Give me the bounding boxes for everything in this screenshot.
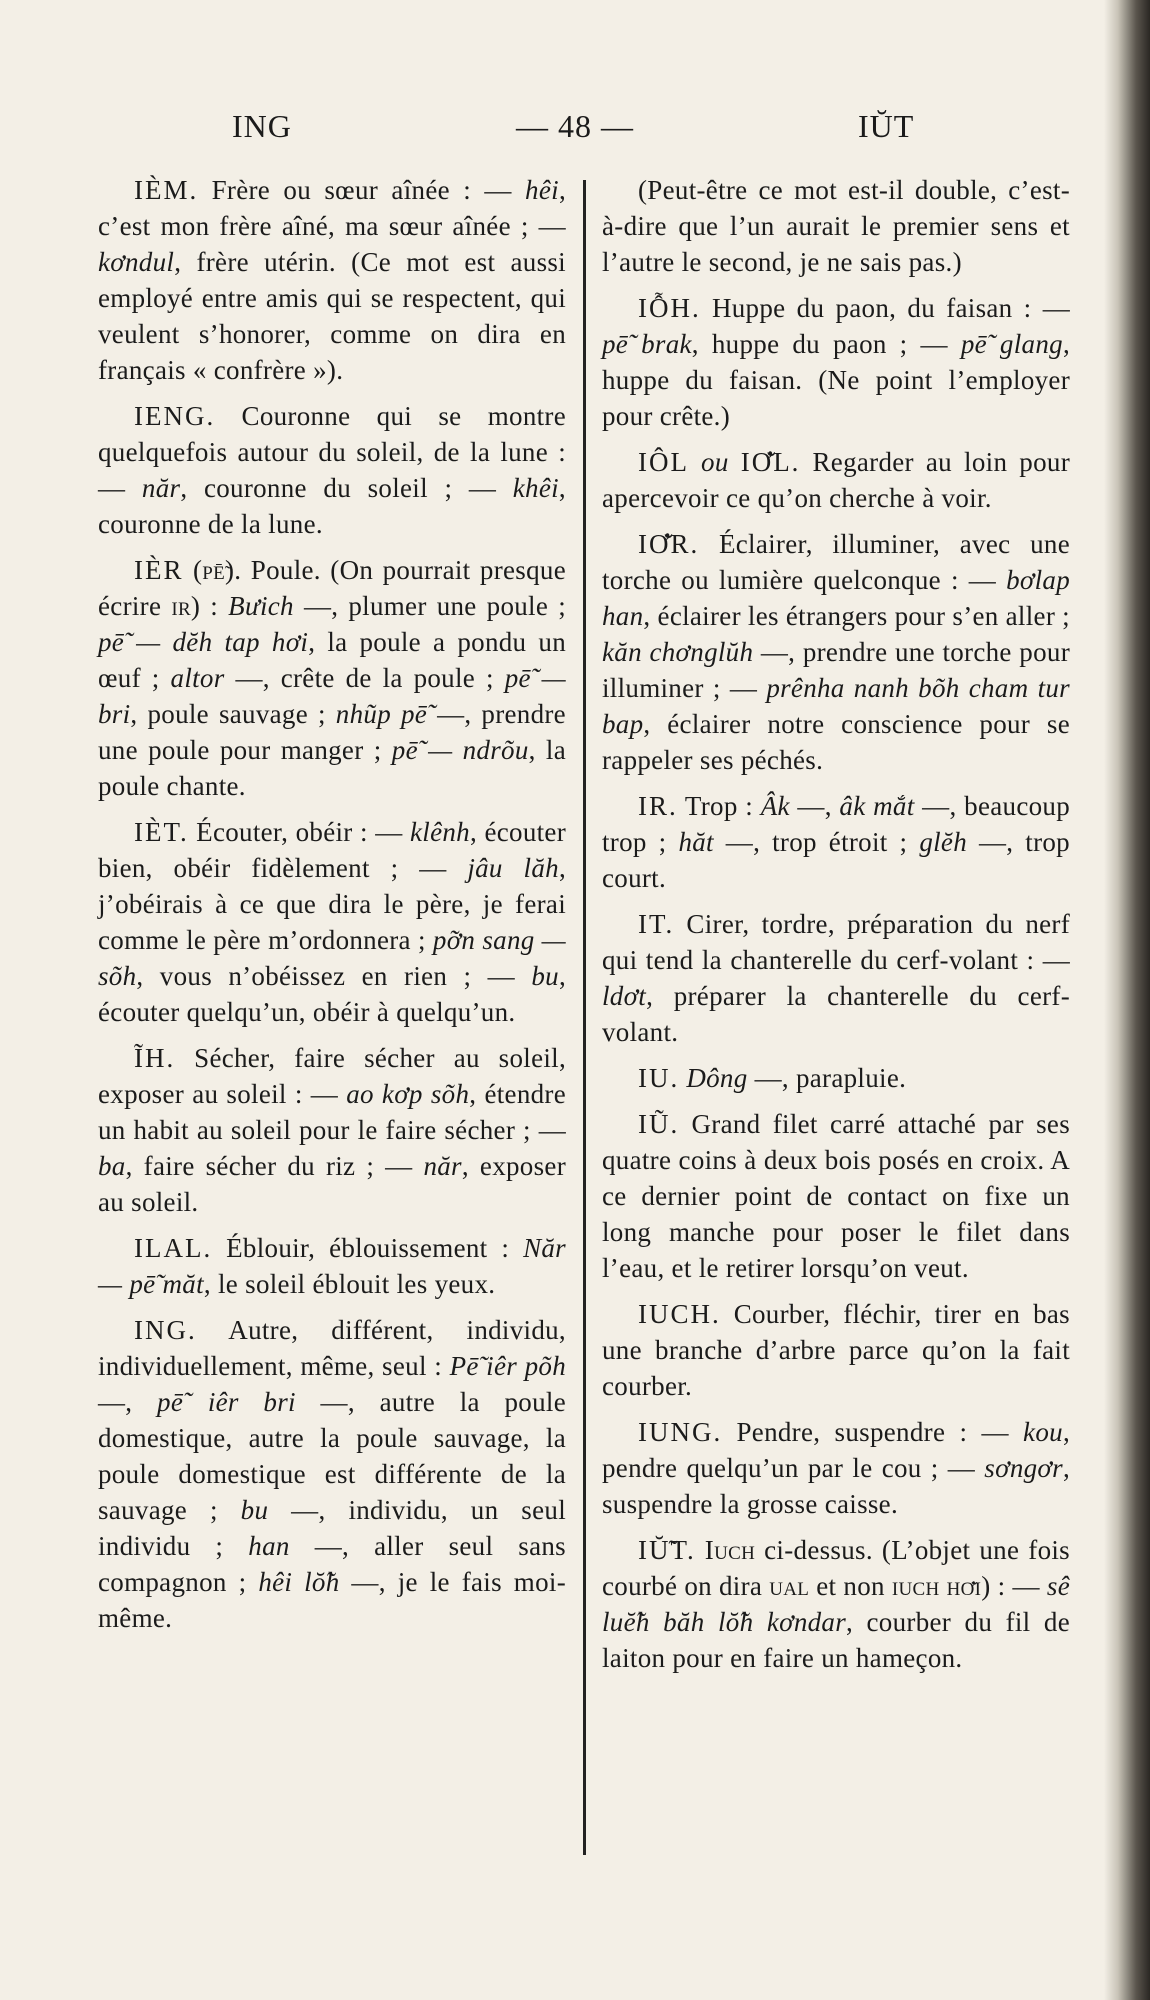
- vernacular-example: pỡn sang — sõh: [98, 925, 566, 991]
- vernacular-example: bu: [240, 1495, 269, 1525]
- definition-text: , éclairer les étrangers pour s’en aller ;: [643, 601, 1070, 631]
- small-caps-term: ir: [171, 591, 191, 621]
- vernacular-example: ao kơp sõh: [346, 1079, 470, 1109]
- definition-text: ). Poule. (On pourrait presque écrire: [98, 555, 566, 621]
- dictionary-entry: [602, 444, 1070, 516]
- headword: IU.: [638, 1063, 680, 1093]
- dictionary-entry: [98, 1312, 566, 1636]
- definition-text: —, prendre une torche pour illuminer ; —: [602, 637, 1070, 703]
- dictionary-entry: [98, 398, 566, 542]
- definition-text: Cirer, tordre, préparation du nerf qui tend la chanterelle du cerf-volant : —: [602, 909, 1070, 975]
- vernacular-example: glĕh: [919, 827, 967, 857]
- dictionary-entry: [98, 172, 566, 388]
- definition-text: , pendre quelqu’un par le cou ; —: [602, 1417, 1070, 1483]
- vernacular-example: klênh: [409, 817, 470, 847]
- running-header: [0, 108, 1150, 152]
- definition-text: [696, 1535, 705, 1565]
- vernacular-example: pē̃ iêr bri: [157, 1387, 296, 1417]
- vernacular-example: pē̃ glang: [960, 329, 1063, 359]
- headword: ILAL.: [134, 1233, 213, 1263]
- definition-text: ci-dessus. (L’objet une fois courbé on dira: [602, 1535, 1070, 1601]
- dictionary-entry: [602, 1532, 1070, 1676]
- definition-text: , courber du fil de laiton pour en faire un hameçon.: [602, 1607, 1070, 1673]
- vernacular-example: Âk: [760, 791, 790, 821]
- vernacular-example: Bưich: [228, 591, 294, 621]
- headword: IR.: [638, 791, 678, 821]
- definition-text: Sécher, faire sécher au soleil, exposer au soleil : —: [98, 1043, 566, 1109]
- small-caps-term: ual: [769, 1571, 810, 1601]
- definition-text: —, individu, un seul individu ;: [98, 1495, 566, 1561]
- definition-text: , étendre un habit au soleil pour le faire sécher ; —: [98, 1079, 566, 1145]
- definition-text: , exposer au soleil.: [98, 1151, 566, 1217]
- vernacular-example: nhũp pē̃: [335, 699, 428, 729]
- small-caps-term: Iuch: [704, 1535, 756, 1565]
- vernacular-example: hăt: [678, 827, 714, 857]
- definition-text: , couronne de la lune.: [98, 473, 566, 539]
- definition-text: —, trop étroit ;: [713, 827, 920, 857]
- headword: IƠ̆L.: [740, 447, 801, 477]
- definition-text: —, aller seul sans compagnon ;: [98, 1531, 566, 1597]
- definition-text: Écouter, obéir : —: [188, 817, 410, 847]
- vernacular-example: khêi: [512, 473, 559, 503]
- vernacular-example: han: [248, 1531, 290, 1561]
- definition-text: , j’obéirais à ce que dira le père, je ferai comme le père m’ordonnera ;: [98, 853, 567, 955]
- definition-text: et non: [809, 1571, 892, 1601]
- dictionary-entry: [602, 1296, 1070, 1404]
- headword: IÈM.: [134, 175, 199, 205]
- definition-text: , faire sécher du riz ; —: [125, 1151, 424, 1181]
- definition-text: Éblouir, éblouissement :: [212, 1233, 524, 1263]
- definition-text: —, trop court.: [602, 827, 1070, 893]
- small-caps-term: iuch hơ̆i: [891, 1571, 982, 1601]
- definition-text: Grand filet carré attaché par ses quatre coins à deux bois posés en croix. A ce dernier point de contact on fixe un long manche pour poser le filet dans l’eau, et le retirer lorsqu’on veut.: [602, 1109, 1070, 1283]
- vernacular-example: năr: [423, 1151, 462, 1181]
- definition-text: —,: [98, 1387, 158, 1417]
- headword: IUNG.: [638, 1417, 723, 1447]
- definition-text: —, je le fais moi-même.: [98, 1567, 566, 1633]
- vernacular-example: kơndul: [98, 247, 175, 277]
- dictionary-entry: [602, 290, 1070, 434]
- definition-text: , c’est mon frère aîné, ma sœur aînée ; —: [98, 175, 566, 241]
- definition-text: Pendre, suspendre : —: [722, 1417, 1024, 1447]
- vernacular-example: pē̃ — dĕh tap hơi: [98, 627, 309, 657]
- vernacular-example: kou: [1023, 1417, 1063, 1447]
- definition-text: Frère ou sœur aînée : —: [198, 175, 526, 205]
- definition-text: —, plumer une poule ;: [293, 591, 566, 621]
- definition-text: , la poule chante.: [98, 735, 567, 801]
- vernacular-example: ba: [98, 1151, 126, 1181]
- headword: IŨ.: [638, 1109, 680, 1139]
- headword: IÈR: [134, 555, 184, 585]
- vernacular-example: Pē̃ iêr põh: [449, 1351, 566, 1381]
- definition-text: , préparer la chanterelle du cerf-volant.: [602, 981, 1070, 1047]
- definition-text: , écouter quelqu’un, obéir à quelqu’un.: [98, 961, 566, 1027]
- page-number: — 48 —: [516, 108, 634, 144]
- definition-text: , couronne du soleil ; —: [180, 473, 513, 503]
- headword: IƠ̆R.: [638, 529, 700, 559]
- headword: IÈT.: [134, 817, 189, 847]
- vernacular-example: ou: [688, 447, 741, 477]
- vernacular-example: hêi lŏ̃h: [258, 1567, 340, 1597]
- vernacular-example: pē̃ brak: [602, 329, 692, 359]
- definition-text: Éclairer, illuminer, avec une torche ou lumière quelconque : —: [602, 529, 1070, 595]
- definition-text: —, parapluie.: [747, 1063, 907, 1093]
- dictionary-entry: [602, 526, 1070, 778]
- vernacular-example: âk mắt: [839, 791, 915, 821]
- vernacular-example: Dông: [686, 1063, 748, 1093]
- vernacular-example: sê luĕ̃h băh lŏ̃h kơndar: [602, 1571, 1070, 1637]
- dictionary-entry: [602, 1414, 1070, 1522]
- dictionary-entry: [602, 172, 1070, 280]
- vernacular-example: ldơt: [602, 981, 647, 1011]
- dictionary-entry: [602, 1106, 1070, 1286]
- headword: IT.: [638, 909, 675, 939]
- right-column: [602, 172, 1070, 1686]
- headword: ĨH.: [134, 1043, 176, 1073]
- vernacular-example: kăn chơnglŭh: [602, 637, 754, 667]
- dictionary-entry: [602, 788, 1070, 896]
- small-caps-term: pē̃: [202, 555, 226, 585]
- definition-text: Couronne qui se montre quelquefois autour du soleil, de la lune : —: [98, 401, 566, 503]
- definition-text: , huppe du paon ; —: [691, 329, 961, 359]
- definition-text: , huppe du faisan. (Ne point l’employer pour crête.): [602, 329, 1070, 431]
- dictionary-entry: [98, 1040, 566, 1220]
- vernacular-example: pē̃ — ndrõu: [391, 735, 529, 765]
- dictionary-entry: [602, 1060, 1070, 1096]
- definition-text: , écouter bien, obéir fidèlement ; —: [98, 817, 566, 883]
- headword: IÔL: [638, 447, 689, 477]
- headword: IENG.: [134, 401, 216, 431]
- vernacular-example: jâu lăh: [467, 853, 559, 883]
- definition-text: Huppe du paon, du faisan : —: [700, 293, 1070, 323]
- definition-text: (: [183, 555, 203, 585]
- definition-text: —, crête de la poule ;: [224, 663, 505, 693]
- dictionary-entry: [602, 906, 1070, 1050]
- definition-text: Trop :: [677, 791, 761, 821]
- definition-text: , frère utérin. (Ce mot est aussi employé entre amis qui se respectent, qui veulent s’honorer, comme on dira en français « confrère »).: [98, 247, 566, 385]
- vernacular-example: hêi: [525, 175, 559, 205]
- headword: IỖH.: [638, 293, 701, 323]
- definition-text: —, prendre une poule pour manger ;: [98, 699, 566, 765]
- vernacular-example: sơngơr: [984, 1453, 1063, 1483]
- header-right-guideword: IŬT: [858, 108, 915, 144]
- definition-text: (Peut-être ce mot est-il double, c’est-à-dire que l’un aurait le premier sens et l’autre le second, je ne sais pas.): [602, 175, 1070, 277]
- vernacular-example: bu: [531, 961, 559, 991]
- definition-text: , éclairer notre conscience pour se rappeler ses péchés.: [602, 709, 1070, 775]
- page-edge-shadow: [1104, 0, 1150, 2000]
- definition-text: , poule sauvage ;: [130, 699, 336, 729]
- definition-text: Regarder au loin pour apercevoir ce qu’on cherche à voir.: [602, 447, 1070, 513]
- left-column: [98, 172, 566, 1646]
- definition-text: , la poule a pondu un œuf ;: [98, 627, 566, 693]
- dictionary-entry: [98, 1230, 566, 1302]
- headword: IUCH.: [638, 1299, 721, 1329]
- vernacular-example: pē̃ — bri: [98, 663, 566, 729]
- definition-text: , suspendre la grosse caisse.: [602, 1453, 1070, 1519]
- headword: ING.: [134, 1315, 197, 1345]
- headword: IŬ̃T.: [638, 1535, 696, 1565]
- vernacular-example: năr: [141, 473, 181, 503]
- vernacular-example: Năr — pē̃ măt: [98, 1233, 566, 1299]
- definition-text: , vous n’obéissez en rien ; —: [136, 961, 532, 991]
- definition-text: ) : —: [981, 1571, 1047, 1601]
- definition-text: ) :: [190, 591, 229, 621]
- dictionary-entry: [98, 552, 566, 804]
- definition-text: Autre, différent, individu, individuellement, même, seul :: [98, 1315, 566, 1381]
- definition-text: —, beaucoup trop ;: [602, 791, 1070, 857]
- column-divider: [583, 180, 586, 1855]
- definition-text: , le soleil éblouit les yeux.: [203, 1269, 496, 1299]
- vernacular-example: altor: [170, 663, 225, 693]
- header-left-guideword: ING: [232, 108, 292, 144]
- definition-text: —, autre la poule domestique, autre la poule sauvage, la poule domestique est différente de la sauvage ;: [98, 1387, 566, 1525]
- dictionary-entry: [98, 814, 566, 1030]
- definition-text: Courber, fléchir, tirer en bas une branche d’arbre parce qu’on la fait courber.: [602, 1299, 1070, 1401]
- definition-text: —,: [789, 791, 840, 821]
- vernacular-example: prênha nanh bõh cham tur bap: [602, 673, 1070, 739]
- vernacular-example: bơlap han: [602, 565, 1070, 631]
